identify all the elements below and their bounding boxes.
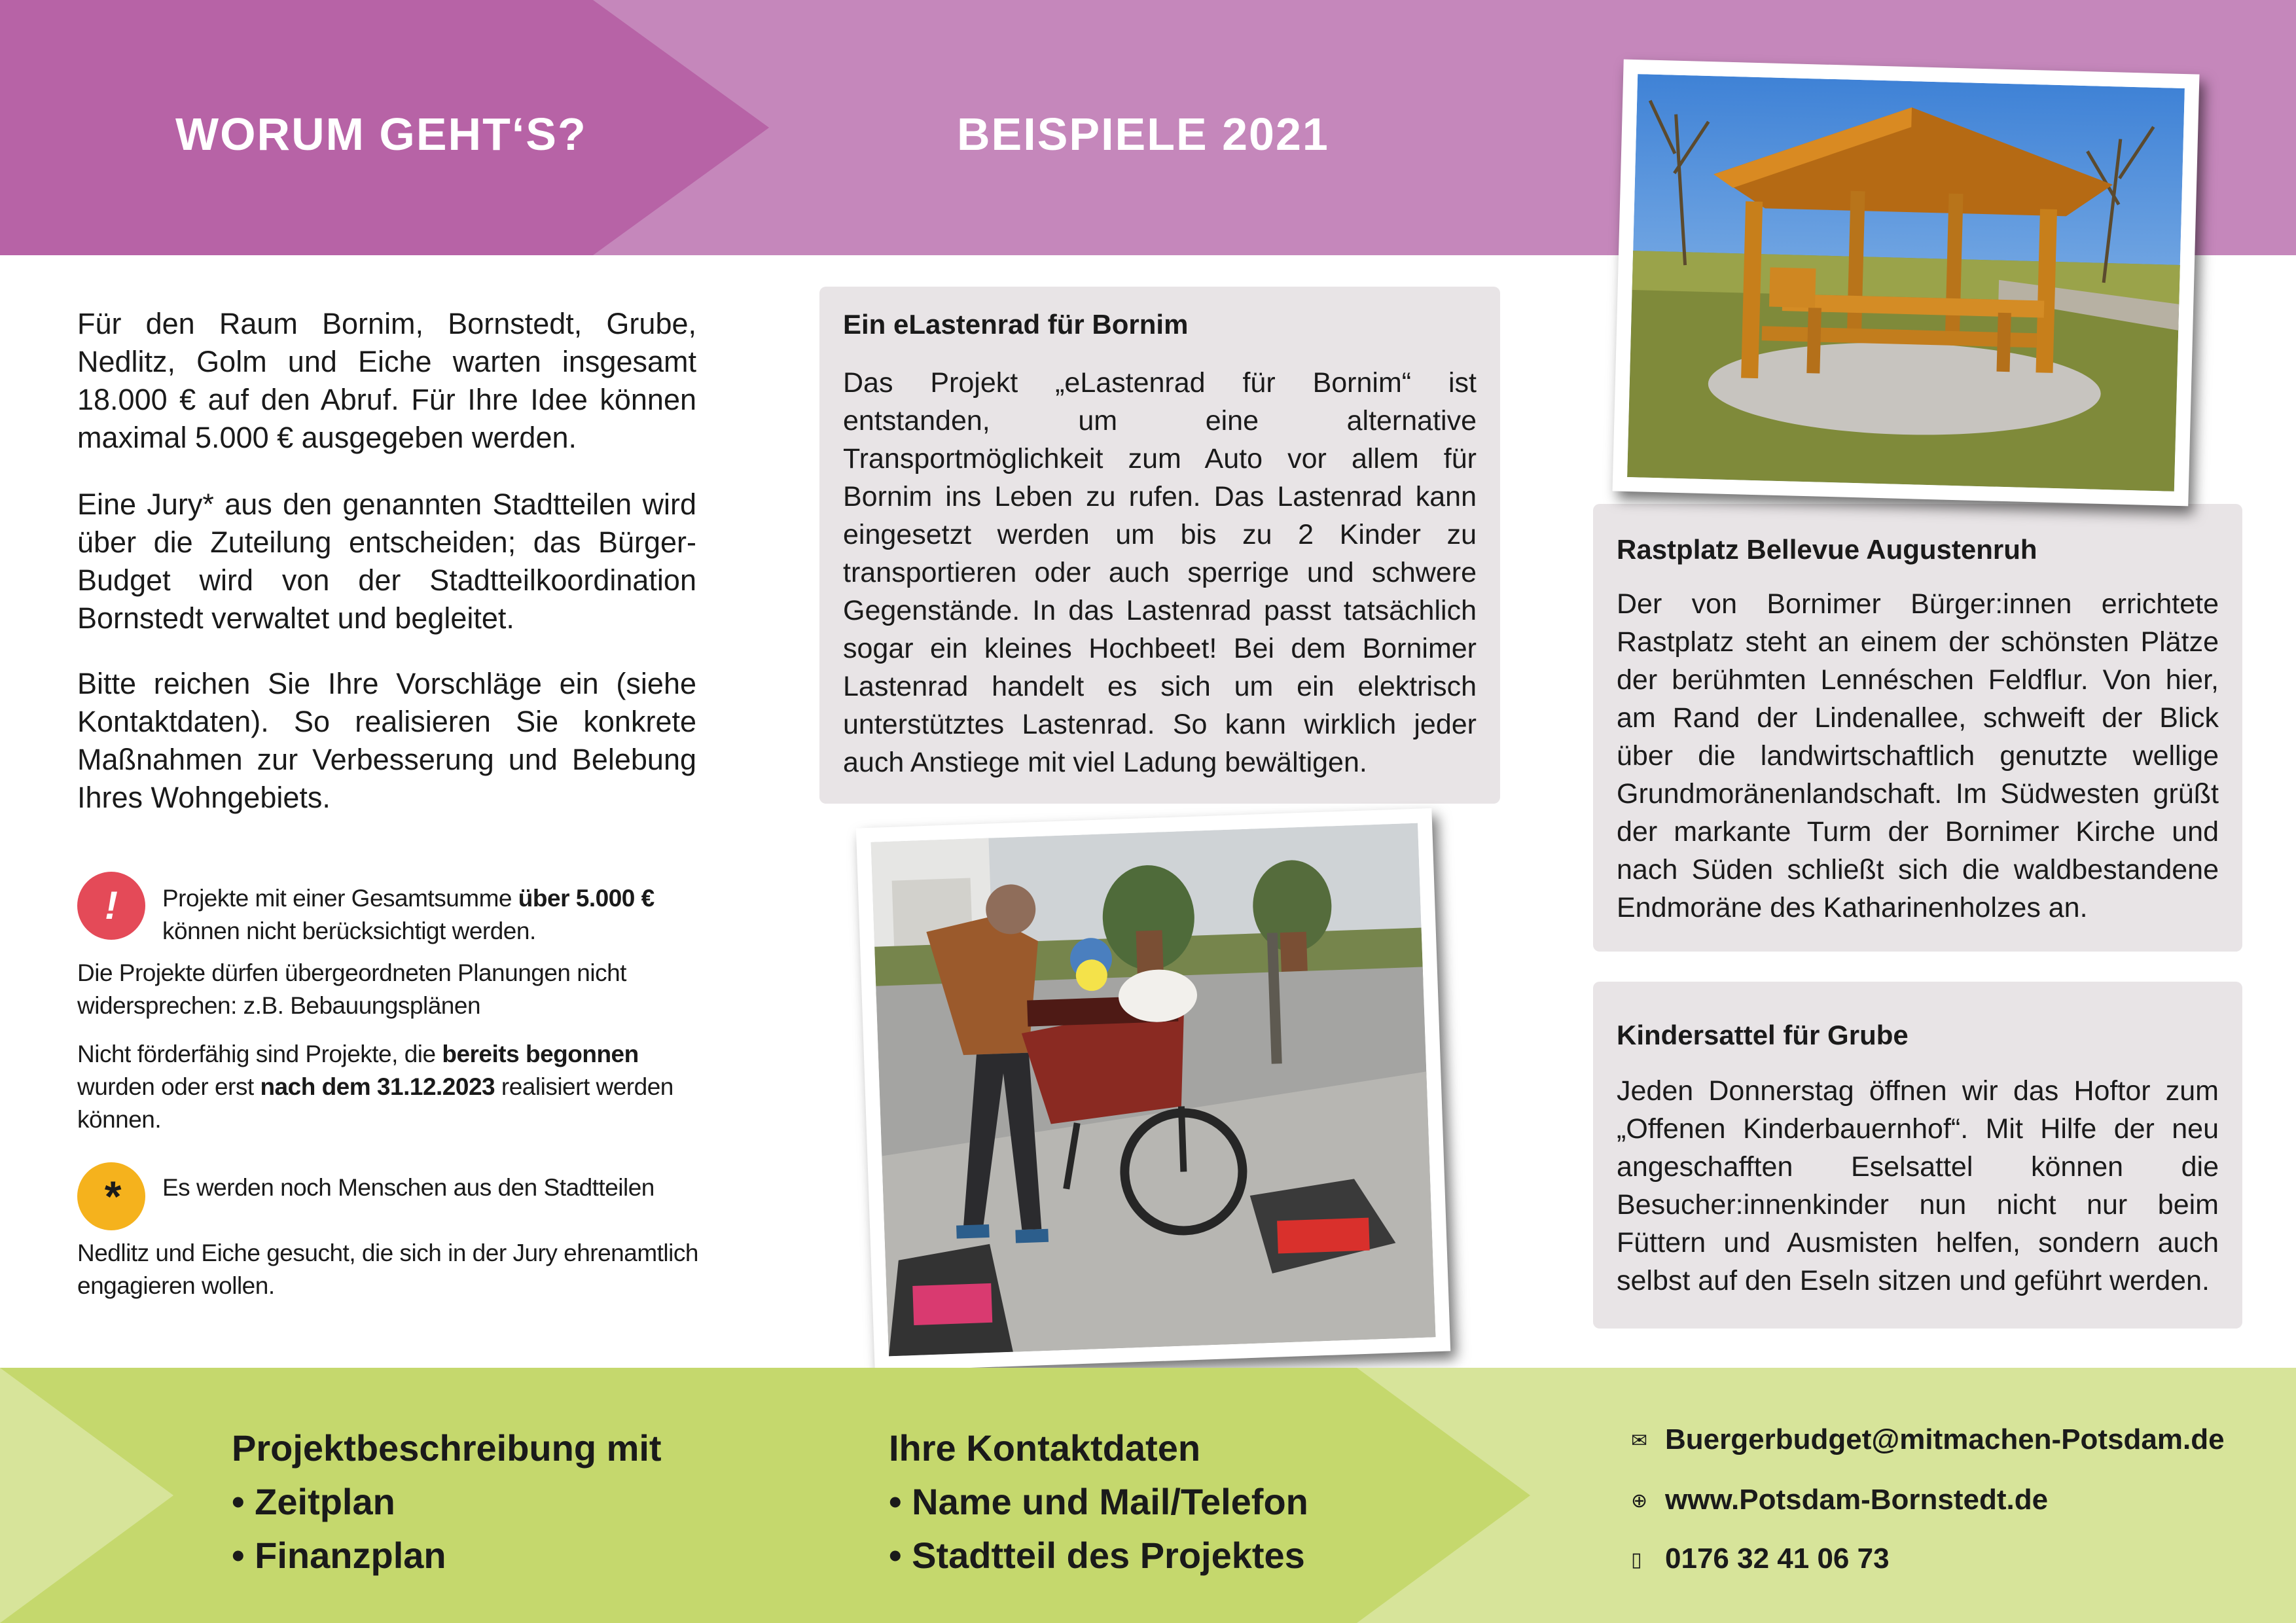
contact-details-list — [889, 1421, 1478, 1582]
phone-icon: ▯ — [1631, 1549, 1642, 1571]
contact-details-heading: Ihre Kontaktdaten — [889, 1427, 1201, 1469]
note-budget-limit: Projekte mit einer Gesamtsumme über 5.000 € können nicht berücksichtigt werden. — [162, 885, 655, 944]
intro-paragraph-submit: Bitte reichen Sie Ihre Vorschläge ein (siehe Kontaktdaten). So realisieren Sie konkrete Maßnahmen zur Verbesserung und Belebung Ihres Wohngebiets. — [77, 667, 696, 814]
cargo-bike-illustration — [871, 823, 1436, 1357]
card-body: Der von Bornimer Bürger:innen errichtete Rastplatz steht an einem der schönsten Plätze der berühmten Lennéschen Feldflur. Von hier, am Rand der Lindenallee, schweift der Blick über die landwirtschaftlich genutzte wellige Grundmoränenlandschaft. Im Südwesten grüßt der markante Turm der Bornimer Kirche und nach Süden schließt sich die waldbestandene Endmoräne des Katharinenholzes an. — [1617, 588, 2219, 923]
section-title-about: WORUM GEHT‘S? — [175, 109, 587, 160]
note-planning: Die Projekte dürfen übergeordneten Planungen nicht widersprechen: z.B. Bebauungsplänen — [77, 959, 626, 1019]
note-eligibility: Nicht förderfähig sind Projekte, die bereits begonnen wurden oder erst nach dem 31.12.2023 realisiert werden können. — [77, 1041, 673, 1133]
exclamation-icon: ! — [77, 872, 145, 940]
intro-paragraph-jury: Eine Jury* aus den genannten Stadtteilen wird über die Zuteilung entscheiden; das Bürger-Budget wird von der Stadtteilkoordination Bornstedt verwaltet und begleitet. — [77, 488, 696, 635]
card-title: Rastplatz Bellevue Augustenruh — [1617, 534, 2037, 565]
requirements-heading: Projektbeschreibung mit — [232, 1427, 662, 1469]
section-title-examples: BEISPIELE 2021 — [957, 109, 1329, 160]
shelter-illustration — [1627, 74, 2185, 491]
intro-paragraph-budget: Für den Raum Bornim, Bornstedt, Grube, Nedlitz, Golm und Eiche warten insgesamt 18.000 € auf den Abruf. Für Ihre Idee können maximal 5.000 € ausgegeben werden. — [77, 307, 696, 454]
note-jury-search-line1: Es werden noch Menschen aus den Stadtteilen — [162, 1174, 655, 1201]
card-body: Das Projekt „eLastenrad für Bornim“ ist entstanden, um eine alternative Transportmöglichkeit zum Auto vor allem für Bornim ins Leben zu rufen. Das Lastenrad kann eingesetzt werden um bis zu 2 Kinder zu transportieren oder auch sperrige und schwere Gegenstände. In das Lastenrad passt tatsächlich sogar ein kleines Hochbeet! Bei dem Bornimer Lastenrad handelt es sich um ein elektrisch unterstütztes Lastenrad. So kann wirklich jeder auch Anstiege mit viel Ladung bewältigen. — [843, 367, 1477, 778]
photo-lastenrad — [856, 808, 1450, 1371]
phone-number[interactable]: 0176 32 41 06 73 — [1665, 1543, 1890, 1575]
card-title: Ein eLastenrad für Bornim — [843, 309, 1189, 340]
mail-icon: ✉ — [1631, 1430, 1648, 1452]
card-body: Jeden Donnerstag öffnen wir das Hoftor zum „Offenen Kinderbauernhof“. Mit Hilfe der neu angeschafften Eselsattel können die Besucher:innenkinder nun nicht nur beim Füttern und Ausmisten helfen, sondern auch selbst auf den Eseln sitzen und geführt werden. — [1617, 1075, 2219, 1296]
card-title: Kindersattel für Grube — [1617, 1020, 1909, 1050]
note-jury-search-line2: Nedlitz und Eiche gesucht, die sich in der Jury ehrenamtlich engagieren wollen. — [77, 1240, 698, 1299]
website-link[interactable]: www.Potsdam-Bornstedt.de — [1665, 1484, 2049, 1516]
example-card-lastenrad — [819, 287, 1500, 804]
contact-detail-item: • Name und Mail/Telefon — [889, 1481, 1308, 1522]
email-address[interactable]: Buergerbudget@mitmachen-Potsdam.de — [1665, 1423, 2225, 1455]
globe-icon: ⊕ — [1631, 1490, 1648, 1512]
contact-detail-item: • Stadtteil des Projektes — [889, 1535, 1305, 1576]
requirement-item: • Zeitplan — [232, 1481, 395, 1522]
requirements-list — [232, 1421, 821, 1582]
requirement-item: • Finanzplan — [232, 1535, 446, 1576]
example-card-rastplatz — [1593, 504, 2242, 952]
asterisk-icon: * — [77, 1162, 145, 1230]
contact-website[interactable] — [1631, 1480, 2048, 1521]
example-card-kindersattel — [1593, 982, 2242, 1329]
contact-phone[interactable] — [1631, 1539, 1890, 1580]
photo-rastplatz — [1613, 60, 2200, 507]
contact-email[interactable] — [1631, 1420, 2225, 1461]
